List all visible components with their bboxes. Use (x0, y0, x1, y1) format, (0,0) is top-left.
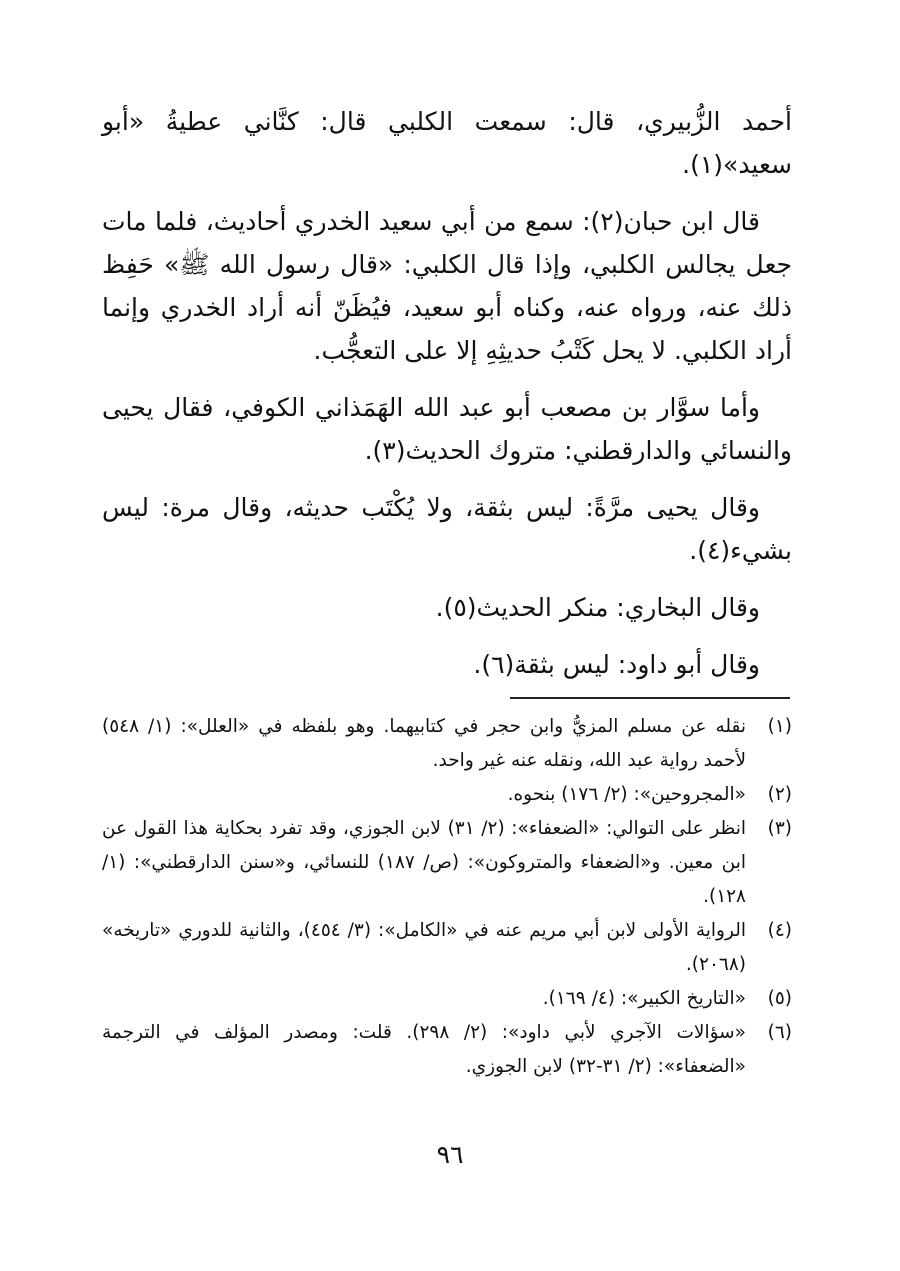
footnote-text: «التاريخ الكبير»: (٤/ ١٦٩). (542, 988, 746, 1009)
paragraph-4: وقال يحيى مرَّةً: ليس بثقة، ولا يُكْتَب حديثه، وقال مرة: ليس بشيء(٤). (102, 493, 792, 565)
footnote-text: «المجروحين»: (٢/ ١٧٦) بنحوه. (507, 784, 746, 805)
footnote (102, 1016, 792, 1084)
paragraph-6: وقال أبو داود: ليس بثقة(٦). (473, 650, 760, 679)
footnote-separator (510, 697, 790, 699)
paragraph-5: وقال البخاري: منكر الحديث(٥). (435, 593, 760, 622)
footnote-text: نقله عن مسلم المزيُّ وابن حجر في كتابيهما. وهو بلفظه في «العلل»: (١/ ٥٤٨) لأحمد رواية عبد الله، ونقله عنه غير واحد. (102, 716, 746, 771)
main-text (102, 100, 792, 700)
page-number: ٩٦ (436, 1140, 464, 1169)
footnote-text: «سؤالات الآجري لأبي داود»: (٢/ ٢٩٨). قلت: ومصدر المؤلف في الترجمة «الضعفاء»: (٢/ ٣١-٣٢) لابن الجوزي. (102, 1022, 746, 1077)
footnote-number: (٦) (767, 1022, 792, 1043)
footnote-number: (٥) (767, 988, 792, 1009)
footnote-number: (٣) (767, 818, 792, 839)
footnote-number: (٢) (767, 784, 792, 805)
footnote-number: (١) (767, 716, 792, 737)
paragraph-2: قال ابن حبان(٢): سمع من أبي سعيد الخدري أحاديث، فلما مات جعل يجالس الكلبي، وإذا قال الكلبي: «قال رسول الله ﷺ» حَفِظ ذلك عنه، ورواه عنه، وكناه أبو سعيد، فيُظَنّ أنه أراد الخدري وإنما أراد الكلبي. لا يحل كَتْبُ حديثِهِ إلا على التعجُّب. (102, 207, 792, 365)
footnotes (102, 710, 792, 1084)
footnote (102, 914, 792, 982)
footnote (102, 982, 792, 1016)
footnote-text: انظر على التوالي: «الضعفاء»: (٢/ ٣١) لابن الجوزي، وقد تفرد بحكاية هذا القول عن ابن معين. و«الضعفاء والمتروكون»: (ص/ ١٨٧) للنسائي، و«سنن الدارقطني»: (١/ ١٢٨). (102, 818, 746, 907)
footnote (102, 812, 792, 914)
footnote-number: (٤) (767, 920, 792, 941)
footnote (102, 710, 792, 778)
paragraph-1: أحمد الزُّبيري، قال: سمعت الكلبي قال: كنَّاني عطيةُ «أبو سعيد»(١). (102, 107, 792, 179)
footnote-text: الرواية الأولى لابن أبي مريم عنه في «الكامل»: (٣/ ٤٥٤)، والثانية للدوري «تاريخه» (٢٠٦٨). (102, 920, 746, 975)
footnote (102, 778, 792, 812)
paragraph-3: وأما سوَّار بن مصعب أبو عبد الله الهَمَذاني الكوفي، فقال يحيى والنسائي والدارقطني: متروك الحديث(٣). (102, 393, 792, 465)
